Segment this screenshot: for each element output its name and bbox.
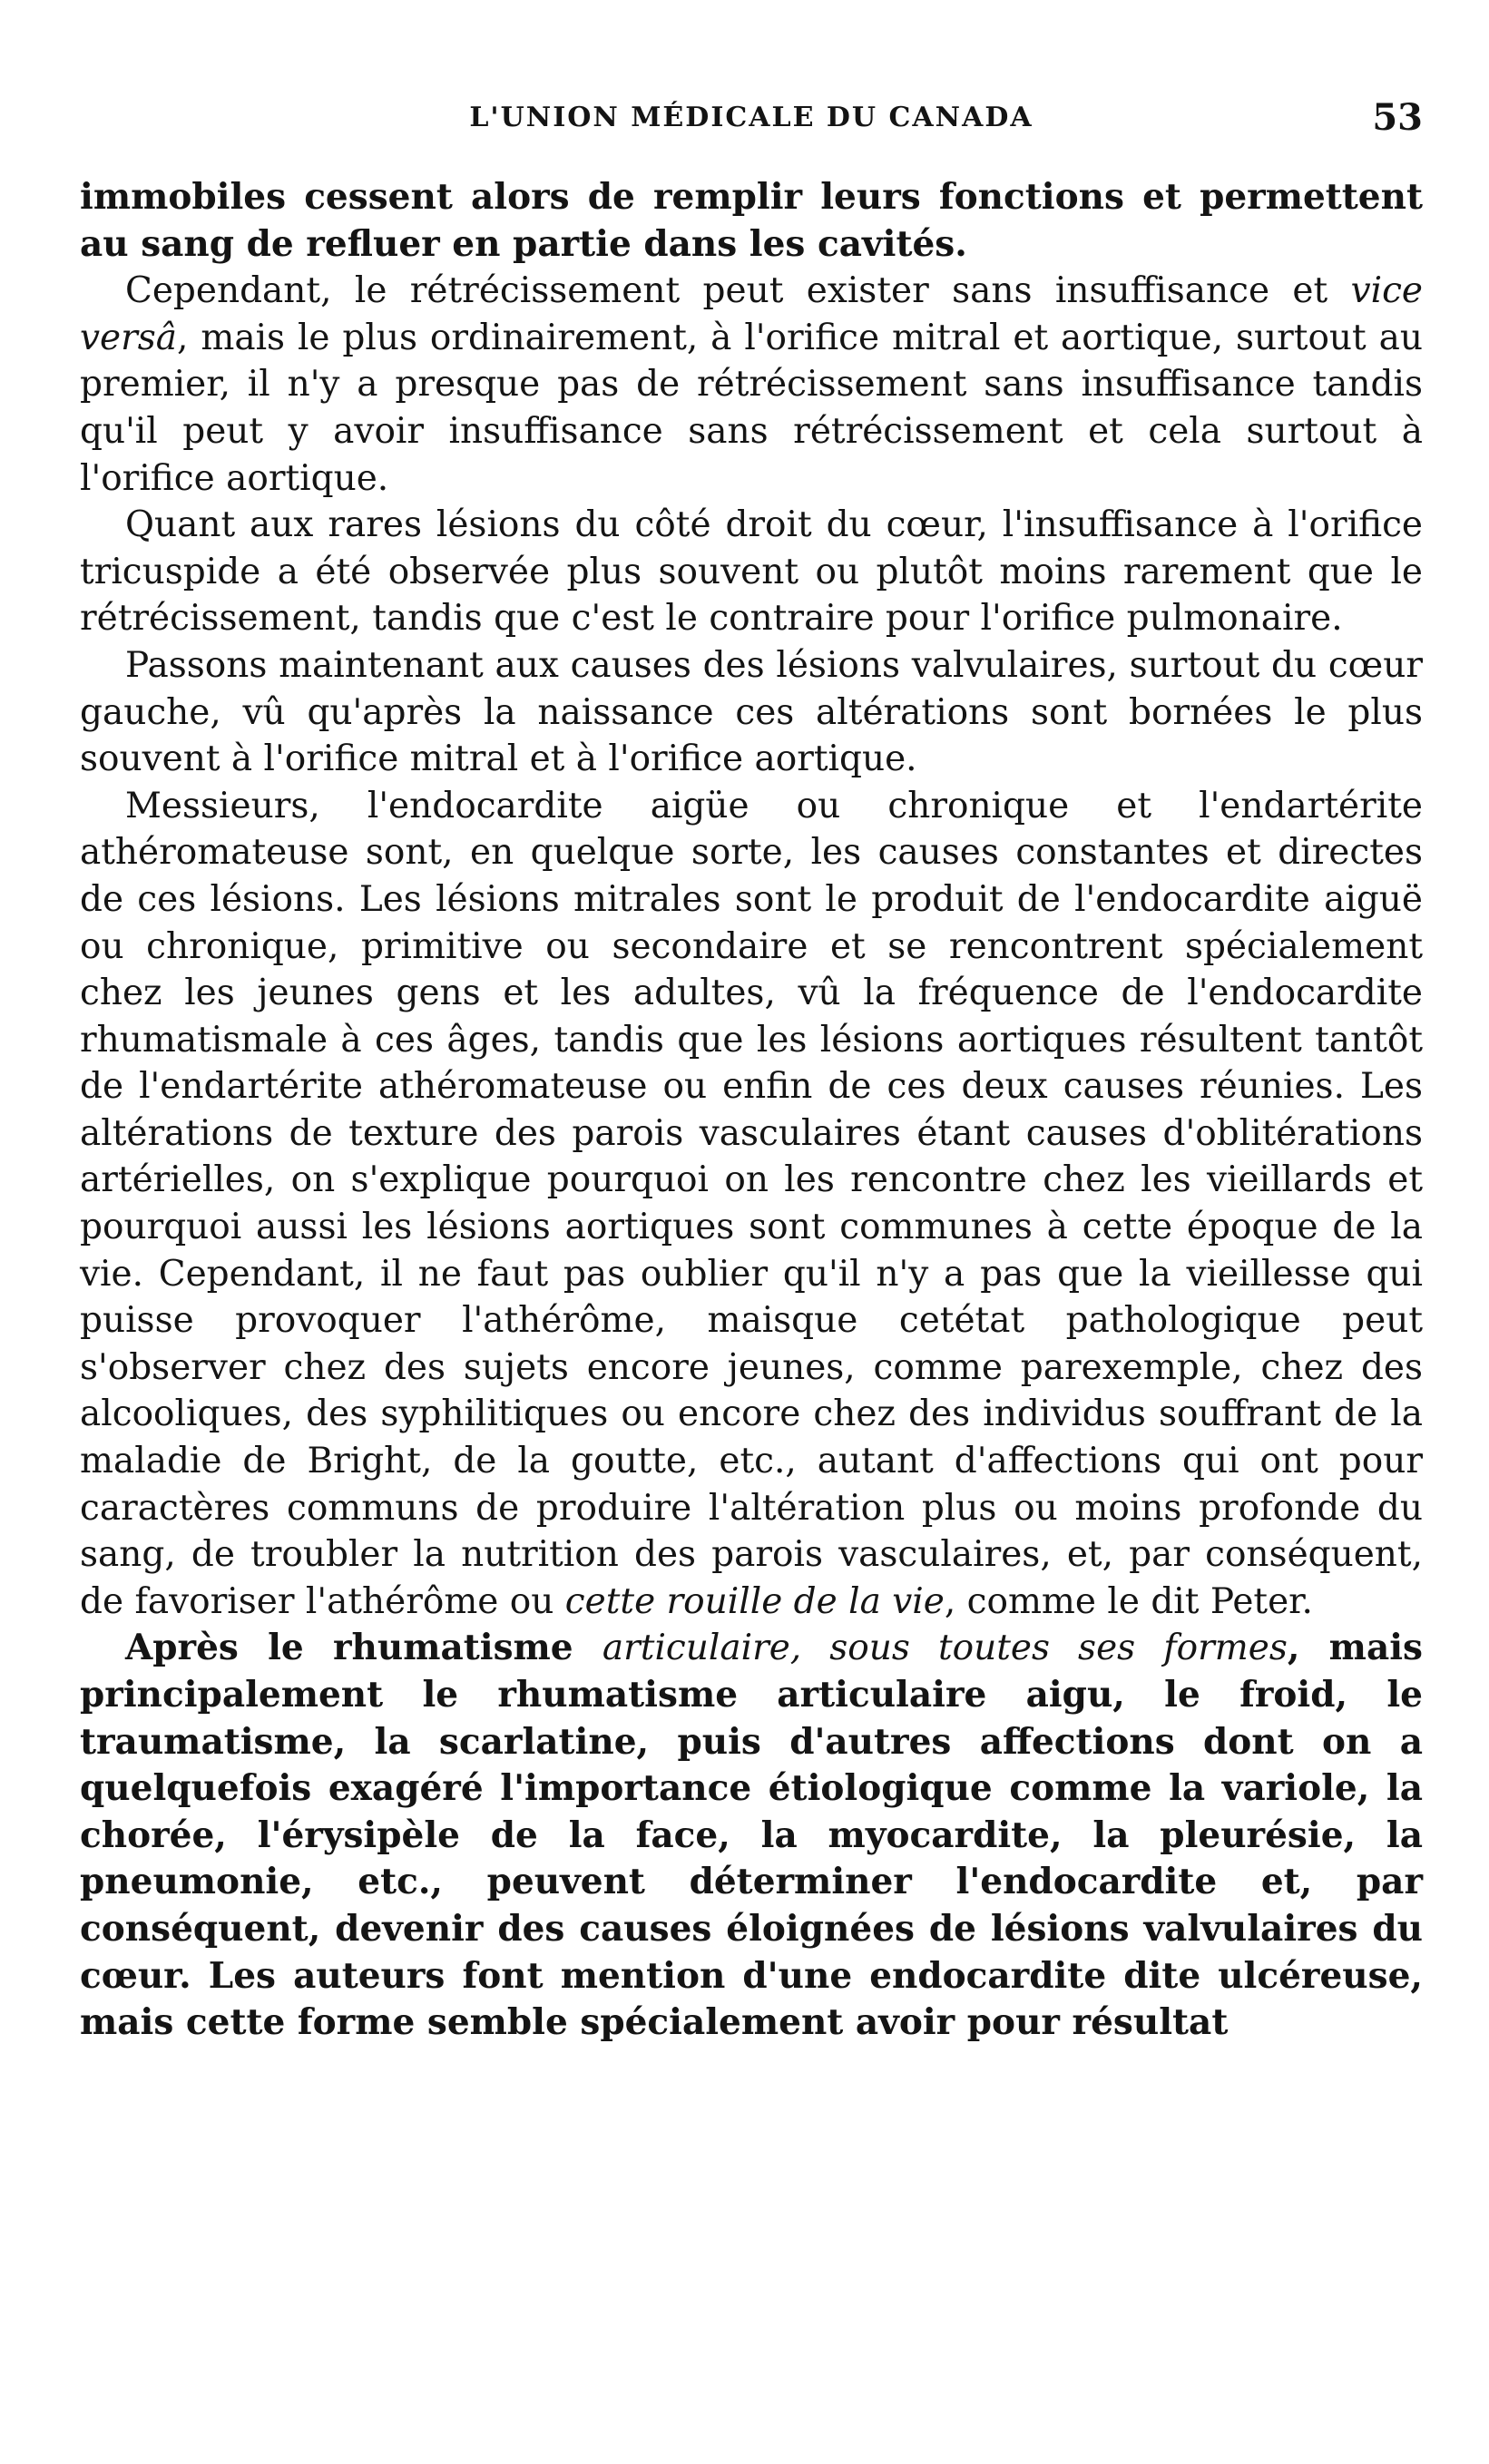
text-run: Après le rhumatisme xyxy=(125,1627,602,1669)
paragraph xyxy=(80,642,1423,783)
paragraph xyxy=(80,783,1423,1626)
page-number: 53 xyxy=(1372,96,1423,139)
text-run: Messieurs, l'endocardite aigüe ou chronique et l'endartérite athéromateuse sont, en quelque sorte, les causes constantes et directes de ces lésions. Les lésions mitrales sont le produit de l'endocardite aiguë ou chronique, primitive ou secondaire et se rencontrent spécialement chez les jeunes gens et les adultes, vû la fréquence de l'endocardite rhumatismale à ces âges, tandis que les lésions aortiques résultent tantôt de l'endartérite athéromateuse ou enfin de ces deux causes réunies. Les altérations de texture des parois vasculaires étant causes d'oblitérations artérielles, on s'explique pourquoi on les rencontre chez les vieillards et pourquoi aussi les lésions aortiques sont communes à cette époque de la vie. Cependant, il ne faut pas oublier qu'il n'y a pas que la vieillesse qui puisse provoquer l'athérôme, maisque cetétat pathologique peut s'observer chez des sujets encore jeunes, comme parexemple, chez des alcooliques, des syphilitiques ou encore chez des individus souffrant de la maladie de Bright, de la goutte, etc., autant d'affections qui ont pour caractères communs de produire l'altération plus ou moins profonde du sang, de troubler la nutrition des parois vasculaires, et, par conséquent, de favoriser l'athérôme ou xyxy=(80,785,1423,1622)
running-title: L'UNION MÉDICALE DU CANADA xyxy=(469,102,1033,133)
paragraph xyxy=(80,1625,1423,2046)
text-run: , mais principalement le rhumatisme articulaire aigu, le froid, le traumatisme, la scarlatine, puis d'autres affections dont on a quelquefois exagéré l'importance étiologique comme la variole, la chorée, l'érysipèle de la face, la myocardite, la pleurésie, la pneumonie, etc., peuvent déterminer l'endocardite et, par conséquent, devenir des causes éloignées de lésions valvulaires du cœur. Les auteurs font mention d'une endocardite dite ulcéreuse, mais cette forme semble spécialement avoir pour résultat xyxy=(80,1627,1423,2044)
text-run: Quant aux rares lésions du côté droit du cœur, l'insuffisance à l'orifice tricuspide a été observée plus souvent ou plutôt moins rarement que le rétrécissement, tandis que c'est le contraire pour l'orifice pulmonaire. xyxy=(80,504,1423,640)
paragraph xyxy=(80,174,1423,268)
text-run: immobiles cessent alors de remplir leurs fonctions et permettent au sang de refluer en partie dans les cavités. xyxy=(80,176,1423,265)
italic-text: vice versâ xyxy=(80,270,1423,358)
text-run: , comme le dit Peter. xyxy=(944,1580,1313,1622)
text-run: Cependant, le rétrécissement peut exister sans insuffisance et xyxy=(125,270,1351,312)
page-header xyxy=(80,96,1423,147)
italic-text: cette rouille de la vie xyxy=(564,1580,945,1622)
text-run: Passons maintenant aux causes des lésions valvulaires, surtout du cœur gauche, vû qu'après la naissance ces altérations sont bornées le plus souvent à l'orifice mitral et à l'orifice aortique. xyxy=(80,644,1423,780)
text-run: , mais le plus ordinairement, à l'orifice mitral et aortique, surtout au premier, il n'y a presque pas de rétrécissement sans insuffisance tandis qu'il peut y avoir insuffisance sans rétrécissement et cela surtout à l'orifice aortique. xyxy=(80,317,1423,499)
body-text xyxy=(80,174,1423,2047)
paragraph xyxy=(80,502,1423,642)
italic-text: articulaire, sous toutes ses formes xyxy=(602,1628,1288,1669)
paragraph xyxy=(80,268,1423,502)
